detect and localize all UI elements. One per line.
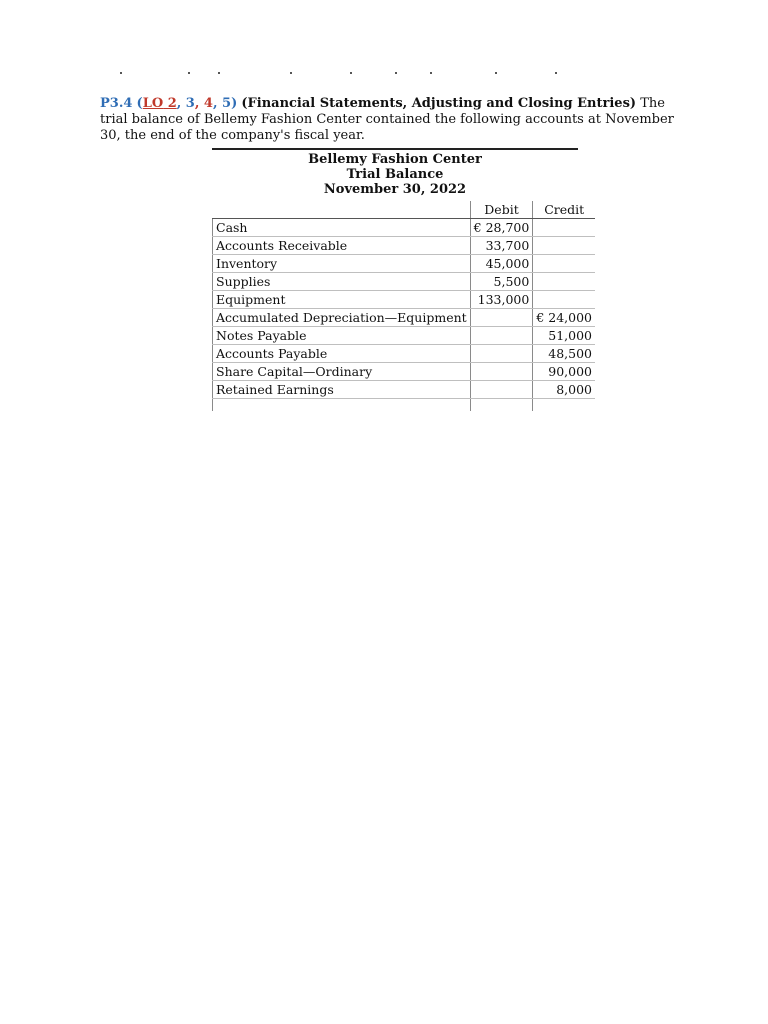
- account-cell: Supplies: [213, 273, 471, 291]
- lo-link[interactable]: LO 2: [142, 96, 177, 111]
- trial-balance-table: [212, 148, 593, 411]
- problem-title: (Financial Statements, Adjusting and Closing Entries): [241, 96, 637, 111]
- credit-header: Credit: [533, 201, 595, 219]
- credit-cell: [533, 219, 595, 237]
- debit-cell: [470, 381, 533, 399]
- learning-objectives: (LO 2, 3, 4, 5): [136, 96, 238, 111]
- account-cell: Inventory: [213, 255, 471, 273]
- table-row: [213, 255, 596, 273]
- table-row: [213, 219, 596, 237]
- account-cell: Retained Earnings: [213, 381, 471, 399]
- company-name: Bellemy Fashion Center: [308, 152, 482, 167]
- debit-cell: 45,000: [470, 255, 533, 273]
- table-row: [213, 309, 596, 327]
- table-row: [213, 237, 596, 255]
- account-cell: Notes Payable: [213, 327, 471, 345]
- debit-cell: [470, 309, 533, 327]
- credit-cell: [533, 255, 595, 273]
- credit-cell: [533, 291, 595, 309]
- top-cutoff-marks: [100, 70, 570, 78]
- table-row: [213, 273, 596, 291]
- trial-balance-grid: [212, 201, 595, 411]
- table-row: [213, 291, 596, 309]
- account-cell: Accounts Payable: [213, 345, 471, 363]
- column-header-row: [213, 201, 596, 219]
- credit-cell: 90,000: [533, 363, 595, 381]
- problem-body: The trial balance of Bellemy Fashion Center contained the following accounts at November 30, the end of the company's fiscal year.: [100, 96, 674, 143]
- credit-cell: € 24,000: [533, 309, 595, 327]
- blank-row: [213, 399, 596, 412]
- table-row: [213, 345, 596, 363]
- account-cell: Accounts Receivable: [213, 237, 471, 255]
- debit-cell: 5,500: [470, 273, 533, 291]
- account-cell: Equipment: [213, 291, 471, 309]
- account-cell: Accumulated Depreciation—Equipment: [213, 309, 471, 327]
- account-cell: Share Capital—Ordinary: [213, 363, 471, 381]
- debit-cell: [470, 327, 533, 345]
- credit-cell: 8,000: [533, 381, 595, 399]
- credit-cell: 48,500: [533, 345, 595, 363]
- statement-date: November 30, 2022: [323, 182, 467, 197]
- table-row: [213, 381, 596, 399]
- credit-cell: [533, 273, 595, 291]
- trial-balance-header: [212, 150, 578, 201]
- debit-cell: 33,700: [470, 237, 533, 255]
- debit-cell: € 28,700: [470, 219, 533, 237]
- problem-number: P3.4: [100, 96, 133, 111]
- credit-cell: [533, 237, 595, 255]
- credit-cell: 51,000: [533, 327, 595, 345]
- debit-cell: [470, 363, 533, 381]
- problem-statement: [100, 96, 680, 144]
- statement-name: Trial Balance: [346, 167, 444, 182]
- debit-cell: [470, 345, 533, 363]
- debit-cell: 133,000: [470, 291, 533, 309]
- table-row: [213, 327, 596, 345]
- account-cell: Cash: [213, 219, 471, 237]
- table-row: [213, 363, 596, 381]
- debit-header: Debit: [470, 201, 533, 219]
